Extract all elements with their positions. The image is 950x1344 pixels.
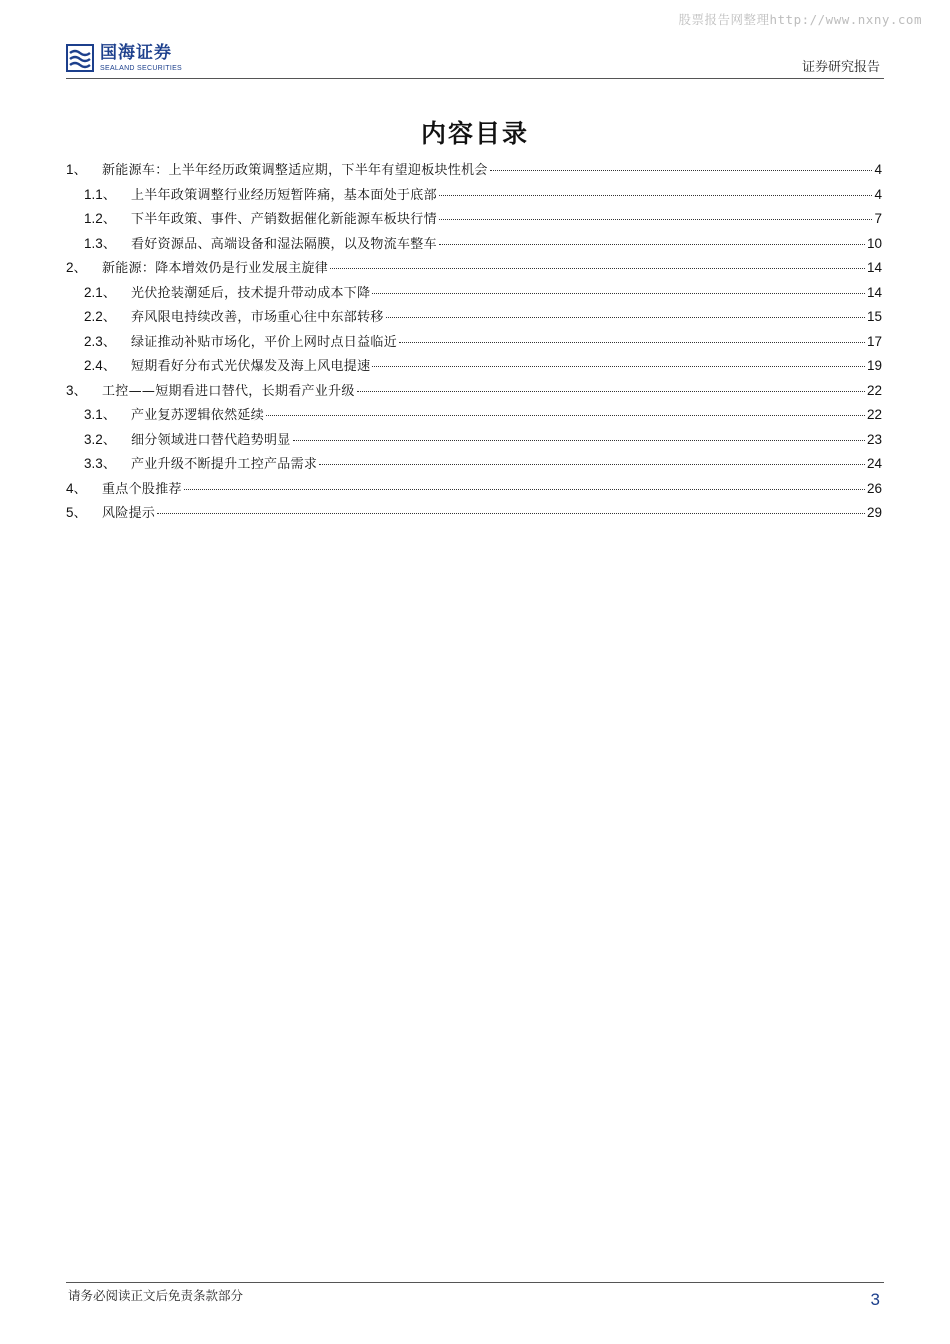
toc-entry[interactable] [66, 428, 882, 453]
toc-entry-title: 弃风限电持续改善，市场重心往中东部转移 [131, 310, 384, 325]
toc-entry-page: 14 [866, 260, 882, 275]
sealand-logo-icon [66, 44, 94, 72]
toc-dot-leader [372, 366, 865, 367]
toc-entry-number: 3、 [66, 382, 88, 398]
toc-dot-leader [372, 293, 865, 294]
toc-entry-page: 7 [874, 211, 882, 226]
toc-dot-leader [490, 170, 873, 171]
toc-entry-page: 17 [866, 333, 882, 349]
toc-entry-page: 24 [866, 456, 882, 471]
toc-entry[interactable] [66, 207, 882, 232]
toc-entry[interactable] [66, 501, 882, 526]
toc-entry-title: 下半年政策、事件、产销数据催化新能源车板块行情 [131, 212, 437, 227]
toc-entry-page: 22 [866, 382, 882, 398]
toc-entry[interactable] [66, 305, 882, 330]
toc-entry-title: 风险提示 [102, 506, 156, 521]
toc-entry-title: 新能源：降本增效仍是行业发展主旋律 [102, 261, 329, 276]
toc-dot-leader [439, 244, 865, 245]
toc-entry[interactable] [66, 354, 882, 379]
toc-entry[interactable] [66, 379, 882, 404]
toc-entry-number: 1.1、 [84, 186, 117, 202]
toc-entry[interactable] [66, 477, 882, 502]
toc-entry-page: 4 [874, 162, 882, 177]
footer-disclaimer: 请务必阅读正文后免责条款部分 [68, 1288, 244, 1303]
toc-dot-leader [266, 415, 865, 416]
toc-entry-number: 3.1、 [84, 407, 117, 422]
toc-entry-title: 光伏抢装潮延后，技术提升带动成本下降 [131, 285, 371, 301]
footer-divider [66, 1282, 884, 1283]
toc-entry-page: 19 [866, 358, 882, 373]
toc-entry[interactable] [66, 452, 882, 477]
toc-entry-page: 14 [866, 284, 882, 300]
toc-entry-page: 23 [866, 431, 882, 447]
toc-entry-title: 看好资源品、高端设备和湿法隔膜，以及物流车整车 [131, 236, 437, 252]
toc-entry-page: 15 [866, 309, 882, 324]
report-type-label: 证券研究报告 [801, 60, 880, 75]
toc-entry-title: 细分领域进口替代趋势明显 [131, 432, 291, 448]
toc-entry-number: 1.3、 [84, 235, 117, 251]
toc-entry-title: 新能源车：上半年经历政策调整适应期，下半年有望迎板块性机会 [102, 163, 488, 178]
toc-dot-leader [293, 440, 865, 441]
toc-entry[interactable] [66, 403, 882, 428]
toc-dot-leader [386, 317, 865, 318]
toc-entry-title: 重点个股推荐 [102, 481, 182, 497]
toc-entry[interactable] [66, 232, 882, 257]
toc-dot-leader [357, 391, 865, 392]
toc-dot-leader [399, 342, 865, 343]
toc-entry-title: 短期看好分布式光伏爆发及海上风电提速 [131, 359, 371, 374]
company-logo [66, 44, 182, 72]
toc-entry-number: 5、 [66, 505, 88, 520]
header-divider [66, 78, 884, 79]
toc-entry-number: 2、 [66, 260, 88, 275]
toc-entry-page: 29 [866, 505, 882, 520]
toc-entry-title: 产业复苏逻辑依然延续 [131, 408, 265, 423]
toc-entry-number: 2.1、 [84, 284, 117, 300]
logo-english-name: SEALAND SECURITIES [100, 64, 183, 72]
page-number: 3 [870, 1290, 880, 1309]
toc-dot-leader [330, 268, 865, 269]
toc-entry-number: 2.2、 [84, 309, 117, 324]
toc-entry-title: 工控——短期看进口替代，长期看产业升级 [102, 383, 355, 399]
toc-entry-number: 1.2、 [84, 211, 117, 226]
toc-dot-leader [319, 464, 865, 465]
toc-entry-number: 2.3、 [84, 333, 117, 349]
toc-dot-leader [157, 513, 865, 514]
logo-chinese-name: 国海证券 [100, 42, 172, 63]
toc-entry-page: 26 [866, 480, 882, 496]
toc-entry-number: 2.4、 [84, 358, 117, 373]
toc-dot-leader [439, 219, 873, 220]
toc-entry[interactable] [66, 256, 882, 281]
toc-entry[interactable] [66, 183, 882, 208]
toc-dot-leader [184, 489, 865, 490]
table-of-contents [66, 158, 882, 526]
toc-entry[interactable] [66, 158, 882, 183]
toc-entry-page: 4 [874, 186, 882, 202]
toc-entry-number: 1、 [66, 162, 88, 177]
toc-dot-leader [439, 195, 873, 196]
toc-entry-page: 22 [866, 407, 882, 422]
toc-entry-title: 产业升级不断提升工控产品需求 [131, 457, 318, 472]
toc-entry-number: 3.3、 [84, 456, 117, 471]
toc-entry[interactable] [66, 281, 882, 306]
toc-title: 内容目录 [420, 119, 529, 148]
watermark-text: 股票报告网整理http://www.nxny.com [678, 12, 922, 27]
toc-entry-title: 绿证推动补贴市场化，平价上网时点日益临近 [131, 334, 398, 350]
toc-entry-number: 3.2、 [84, 431, 117, 447]
toc-entry-title: 上半年政策调整行业经历短暂阵痛，基本面处于底部 [131, 187, 437, 203]
toc-entry[interactable] [66, 330, 882, 355]
toc-entry-number: 4、 [66, 480, 88, 496]
toc-entry-page: 10 [866, 235, 882, 251]
